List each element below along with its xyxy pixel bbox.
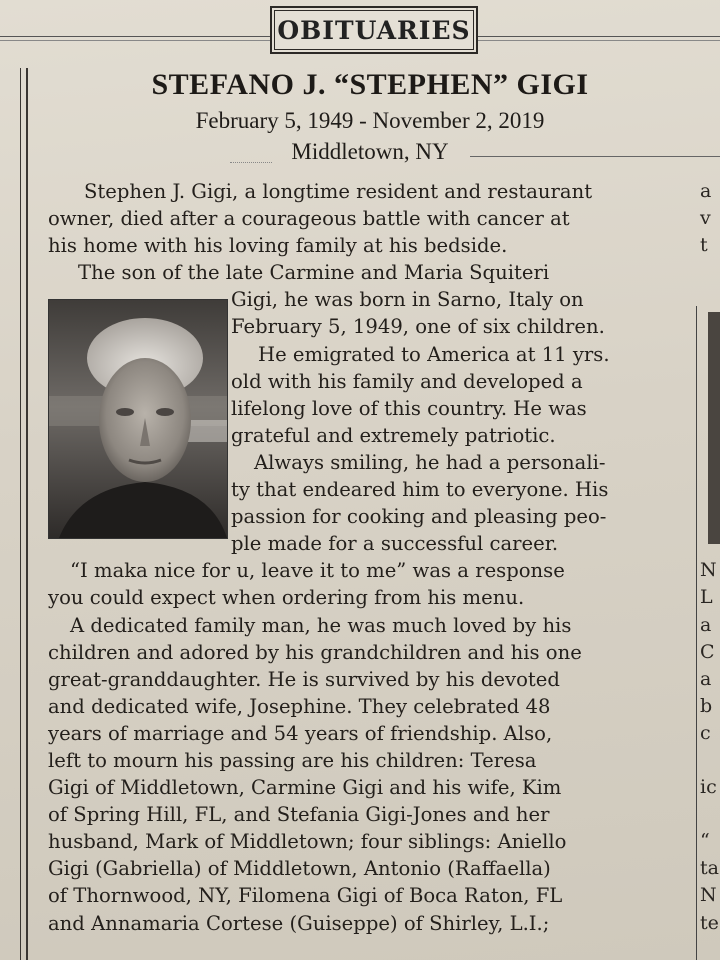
fragment-line [700,422,720,449]
body-line: Stephen J. Gigi, a longtime resident and restaurant [84,180,593,203]
body-line: passion for cooking and pleasing peo- [231,505,607,529]
body-line: “I maka nice for u, leave it to me” was a response [70,559,565,583]
body-line: of Spring Hill, FL, and Stefania Gigi-Jones and her [48,803,550,827]
obituary-body [48,178,688,937]
body-line: left to mourn his passing are his children: Teresa [48,748,537,772]
body-line: ple made for a successful career. [231,532,559,556]
body-line: owner, died after a courageous battle with cancer at [48,207,570,231]
fragment-line [700,259,720,286]
fragment-line [700,395,720,422]
left-column-rule-inner [0,68,21,960]
body-line: old with his family and developed a [231,369,583,393]
fragment-line [700,747,720,774]
fragment-line: v [700,207,711,230]
adjacent-column-rule [696,306,697,960]
body-line: A dedicated family man, he was much loved by his [70,613,572,637]
body-line: you could expect when ordering from his menu. [48,586,525,610]
body-line: husband, Mark of Middletown; four siblings: Aniello [48,830,567,854]
body-line: February 5, 1949, one of six children. [231,315,605,339]
fragment-line [700,368,720,395]
fragment-line: N [700,884,717,907]
fragment-line: te [700,911,719,934]
body-line: grateful and extremely patriotic. [231,423,556,447]
fragment-line: ta [700,857,719,880]
section-header: OBITUARIES [270,6,478,54]
fragment-line: b [700,694,713,717]
body-line: The son of the late Carmine and Maria Squiteri [78,261,550,285]
body-line: years of marriage and 54 years of friendship. Also, [48,721,553,745]
hometown: Middletown, NY [291,139,449,164]
divider-rule [470,156,720,157]
fragment-line: t [700,234,708,257]
fragment-line [700,530,720,557]
fragment-line: a [700,180,712,202]
fragment-line [700,476,720,503]
body-line: children and adored by his grandchildren and his one [48,640,582,664]
fragment-line [700,341,720,368]
fragment-line [700,503,720,530]
divider-rule-left [230,162,272,163]
body-line: of Thornwood, NY, Filomena Gigi of Boca Raton, FL [48,884,563,908]
fragment-line: ic [700,776,717,799]
fragment-line [700,449,720,476]
life-dates: February 5, 1949 - November 2, 2019 [195,108,545,133]
body-line: He emigrated to America at 11 yrs. [258,342,610,366]
body-line: and Annamaria Cortese (Guiseppe) of Shirley, L.I.; [48,911,550,935]
fragment-line [700,286,720,313]
deceased-name: STEFANO J. “STEPHEN” GIGI [151,68,589,101]
fragment-line [700,313,720,340]
fragment-line: a [700,613,712,636]
fragment-line: a [700,667,712,690]
body-line: and dedicated wife, Josephine. They celebrated 48 [48,694,551,718]
body-line: Gigi of Middletown, Carmine Gigi and his wife, Kim [48,776,562,800]
body-line: Always smiling, he had a personali- [254,450,606,474]
fragment-line: L [700,586,713,609]
adjacent-column-fragment [700,178,720,937]
fragment-line: C [700,640,715,663]
body-line: ty that endeared him to everyone. His [231,478,609,502]
body-line: Gigi, he was born in Sarno, Italy on [231,288,584,312]
fragment-line: c [700,721,711,744]
body-line: his home with his loving family at his bedside. [48,234,508,258]
fragment-line: N [700,559,717,582]
fragment-line: “ [700,830,710,853]
fragment-line [700,801,720,828]
body-line: great-granddaughter. He is survived by his devoted [48,667,560,691]
body-line: Gigi (Gabriella) of Middletown, Antonio (Raffaella) [48,857,551,881]
body-line: lifelong love of this country. He was [231,396,587,420]
